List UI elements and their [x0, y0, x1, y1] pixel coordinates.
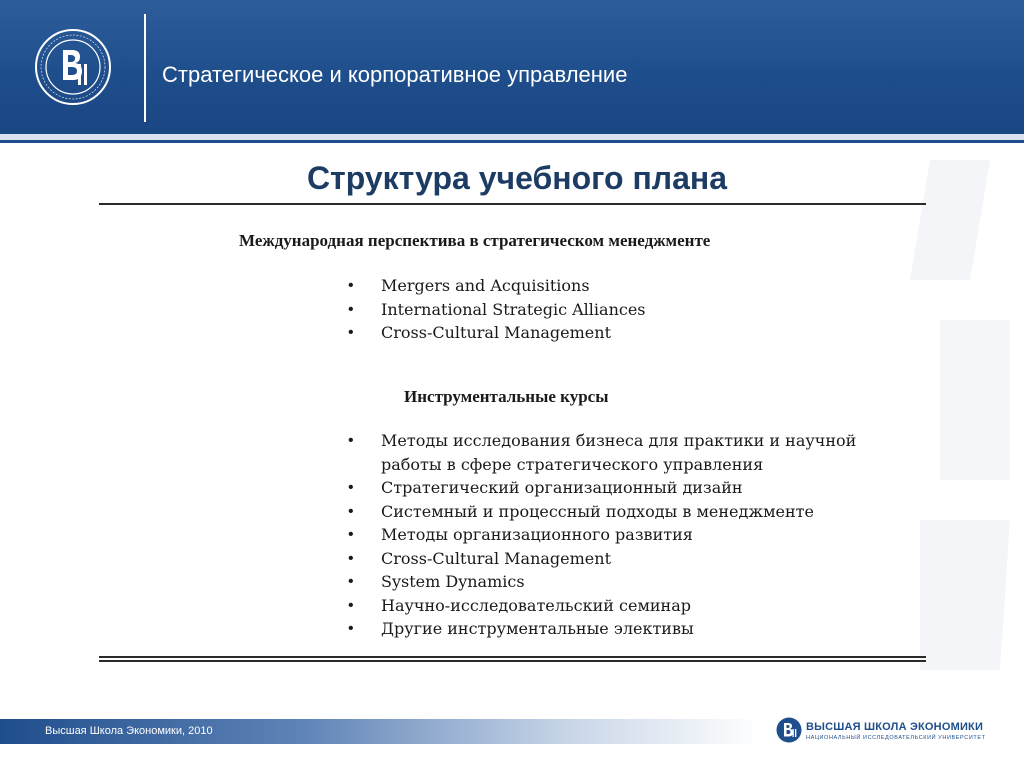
list-item-text: Методы исследования бизнеса для практики и научной [381, 431, 857, 450]
list-item: • Mergers and Acquisitions [340, 274, 646, 298]
list-item: • Методы организационного развития [340, 523, 856, 547]
header-divider [144, 14, 146, 122]
hse-logo-icon [34, 28, 112, 106]
list-item: • International Strategic Alliances [340, 298, 646, 322]
list-item: • Другие инструментальные элективы [340, 617, 856, 641]
header-stripe-dark [0, 140, 1024, 143]
instrumental-courses-list [340, 429, 856, 641]
header-title: Стратегическое и корпоративное управление [162, 62, 628, 87]
footer-logo-title: ВЫСШАЯ ШКОЛА ЭКОНОМИКИ [806, 721, 984, 733]
list-item: • System Dynamics [340, 570, 856, 594]
bottom-divider-second [99, 660, 926, 662]
list-item-text-continued: работы в сфере стратегического управления [381, 454, 764, 474]
list-item: • Cross-Cultural Management [340, 547, 856, 571]
list-item: • Системный и процессный подходы в менеджменте [340, 500, 856, 524]
list-item: • Стратегический организационный дизайн [340, 476, 856, 500]
section-heading-international: Международная перспектива в стратегическом менеджменте [239, 231, 711, 250]
list-item: • Cross-Cultural Management [340, 321, 646, 345]
list-item: • Научно-исследовательский семинар [340, 594, 856, 618]
footer-logo-subtitle: НАЦИОНАЛЬНЫЙ ИССЛЕДОВАТЕЛЬСКИЙ УНИВЕРСИТЕТ [806, 735, 986, 741]
section-heading-instrumental: Инструментальные курсы [404, 387, 609, 406]
international-courses-list [340, 274, 646, 345]
title-divider [99, 203, 926, 205]
hse-footer-logo-icon [776, 717, 802, 743]
background-decoration [900, 150, 1024, 710]
page-title: Структура учебного плана [306, 160, 728, 196]
list-item [340, 429, 856, 476]
bottom-divider [99, 656, 926, 658]
footer-text: Высшая Школа Экономики, 2010 [45, 725, 213, 737]
